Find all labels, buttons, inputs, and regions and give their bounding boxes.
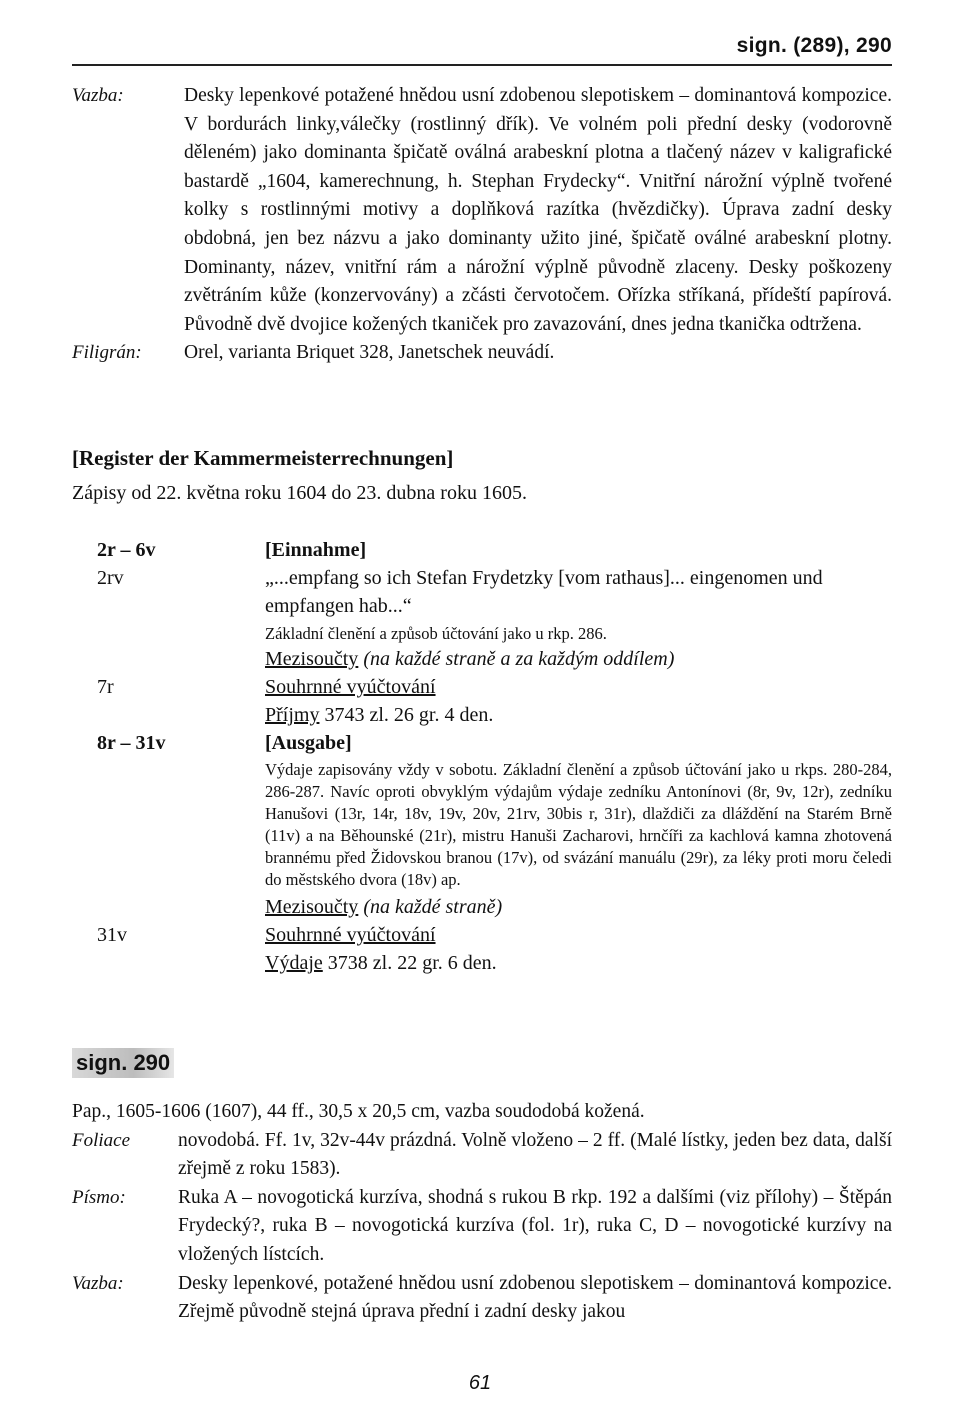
summary-label: Souhrnné vyúčtování — [265, 924, 436, 946]
binding-description — [72, 82, 892, 368]
entry-7r — [97, 673, 892, 729]
subtotal-note: (na každé straně a za každým oddílem) — [363, 648, 675, 670]
physical-description: Pap., 1605-1606 (1607), 44 ff., 30,5 x 20,5 cm, vazba soudodobá kožená. — [72, 1101, 645, 1122]
entry-note: Výdaje zapisovány vždy v sobotu. Základní členění a způsob účtování jako u rkps. 280-284, 286-287. Navíc oproti obvyklým výdajům výdaje zedníku Antonínovi (8r, 9v, 12r), zedníku Hanušovi (13r, 14r, 18v, 19v, 20v, 21rv, 30bis r, 31r), dlaždiči za dláždění na Starém Brně (11v) a na Běhounské (21r), mistru Hanuši Zacharovi, hrnčíři za kachlová kamna zhotovená brannému před Židovskou branou (17v), od svázání manuálu (29r), za léky proti moru čeledi do městského dvora (18v) ap. — [265, 760, 892, 889]
total-line — [265, 701, 892, 729]
folio-ref: 2r – 6v — [97, 539, 156, 561]
total-label: Příjmy — [265, 704, 320, 726]
subtotal-label: Mezisoučty — [265, 648, 359, 670]
entry-heading: [Ausgabe] — [265, 732, 352, 754]
manuscript-description — [72, 1098, 892, 1327]
subtotal-line — [265, 893, 892, 921]
entry-einnahme — [97, 536, 892, 564]
field-label: Foliace — [72, 1129, 131, 1151]
field-text: novodobá. Ff. 1v, 32v-44v prázdná. Volně vloženo – 2 ff. (Malé lístky, jeden bez data, další zřejmě z roku 1583). — [178, 1129, 892, 1180]
field-row-vazba — [72, 1270, 892, 1327]
field-row-pismo — [72, 1184, 892, 1270]
entry-2rv — [97, 564, 892, 673]
field-row-vazba — [72, 82, 892, 339]
field-text: Orel, varianta Briquet 328, Janetschek neuvádí. — [184, 342, 555, 364]
field-row-foliace — [72, 1127, 892, 1184]
total-value: 3743 zl. 26 gr. 4 den. — [324, 704, 494, 726]
page-number: 61 — [468, 1372, 492, 1394]
section-title: [Register der Kammermeisterrechnungen] — [72, 446, 454, 470]
running-header: sign. (289), 290 — [736, 34, 892, 57]
content-entries — [97, 536, 892, 977]
summary-label: Souhrnné vyúčtování — [265, 676, 436, 698]
entry-note: Základní členění a způsob účtování jako u rkp. 286. — [265, 624, 607, 643]
entry-quote: „...empfang so ich Stefan Frydetzky [vom rathaus]... eingenomen und empfangen hab...“ — [265, 567, 823, 617]
entry-31v — [97, 921, 892, 977]
field-label: Písmo: — [72, 1186, 126, 1208]
total-value: 3738 zl. 22 gr. 6 den. — [327, 952, 497, 974]
entry-heading: [Einnahme] — [265, 539, 367, 561]
section-date-range: Zápisy od 22. května roku 1604 do 23. dubna roku 1605. — [72, 482, 527, 504]
total-line — [265, 949, 892, 977]
header-rule — [72, 64, 892, 66]
folio-ref: 8r – 31v — [97, 732, 166, 754]
field-text: Desky lepenkové, potažené hnědou usní zdobenou slepotiskem – dominantová kompozice. Zřejmě původně stejná úprava přední i zadní desky jakou — [178, 1272, 892, 1323]
folio-ref: 7r — [97, 676, 114, 698]
signature-heading: sign. 290 — [72, 1048, 174, 1078]
subtotal-note: (na každé straně) — [363, 896, 503, 918]
field-text: Ruka A – novogotická kurzíva, shodná s rukou B rkp. 192 a dalšími (viz přílohy) – Štěpán Frydecký?, ruka B – novogotická kurzíva (fol. 1r), ruka C, D – novogotické kurzívy na vložených lístcích. — [178, 1186, 892, 1265]
subtotal-label: Mezisoučty — [265, 896, 359, 918]
field-label: Vazba: — [72, 85, 124, 106]
field-row-filigran — [72, 339, 892, 368]
folio-ref: 2rv — [97, 567, 124, 589]
field-label: Vazba: — [72, 1272, 124, 1294]
total-label: Výdaje — [265, 952, 323, 974]
field-text: Desky lepenkové potažené hnědou usní zdobenou slepotiskem – dominantová kompozice. V bordurách linky,válečky (rostlinný dřík). Ve volném poli přední desky (vodorovně děleném) jako dominanta špičatě oválná arabeskní plotna a tlačený název v kaligrafické bastardě „1604, kamerechnung, h. Stephan Frydecky“. Vnitřní nárožní výplně tvořené kolky s rostlinnými motivy a doplňková razítka (hvězdičky). Úprava zadní desky obdobná, jen bez názvu a jako dominanty užito jiné, špičatě oválné arabeskní plotny. Dominanty, název, vnitřní rám a nárožní výplně původně zlaceny. Desky poškozeny zvětráním kůže (konzervovány) a zčásti červotočem. Ořízka stříkaná, přídeští papírová. Původně dvě dvojice kožených tkaniček pro zavazování, dnes jedna tkanička odtržena. — [184, 85, 892, 335]
subtotal-line — [265, 645, 892, 673]
field-label: Filigrán: — [72, 342, 142, 364]
folio-ref: 31v — [97, 924, 127, 946]
entry-ausgabe — [97, 729, 892, 921]
